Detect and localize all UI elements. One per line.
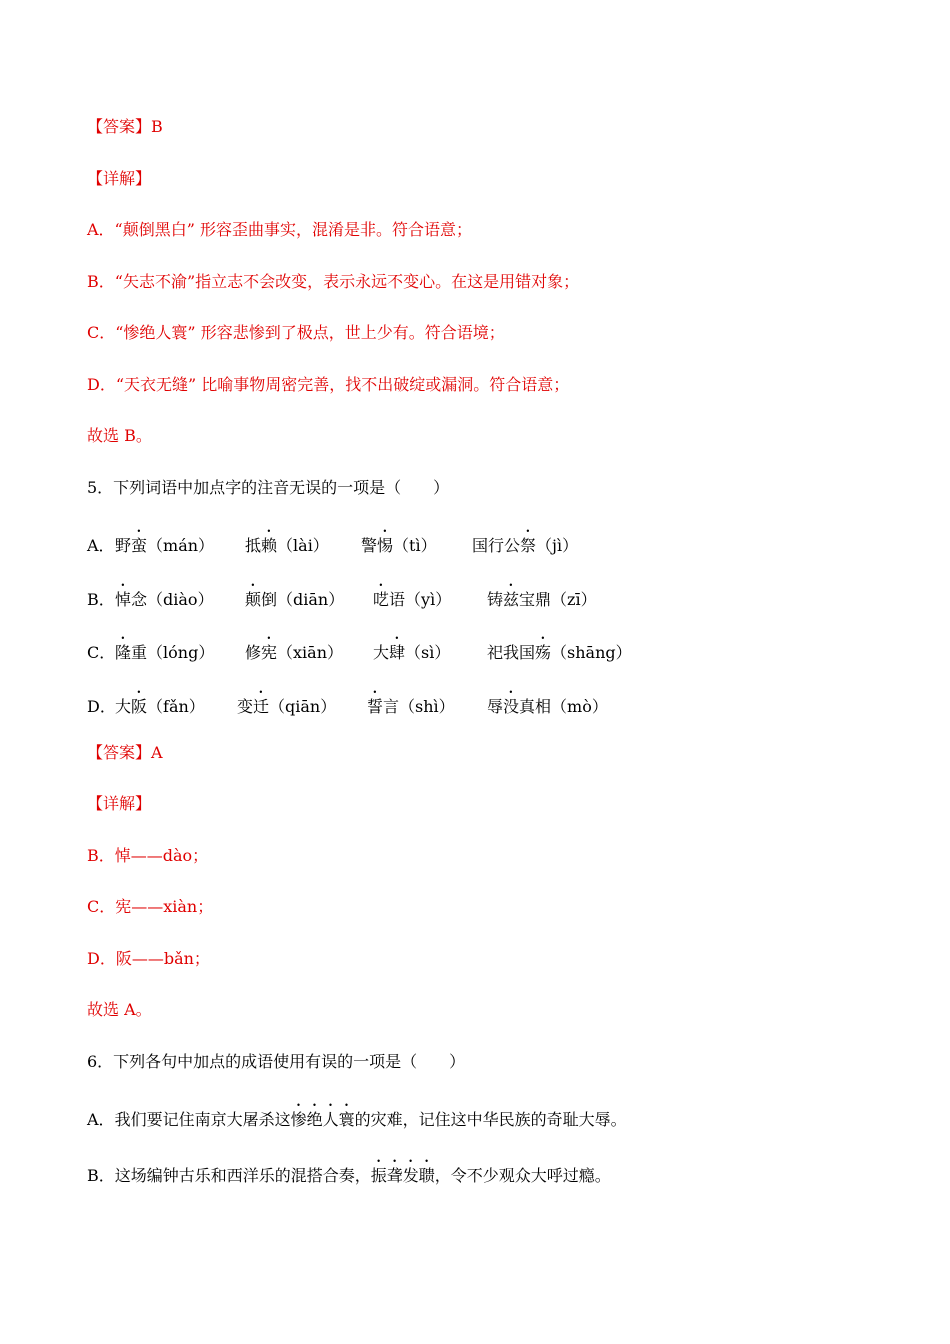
dotted-idiom: 惨绝人寰: [290, 1110, 355, 1129]
option-label: D．: [87, 697, 116, 716]
q6-option-a: [87, 1101, 627, 1132]
q5-conclusion: 故选 A。: [87, 1000, 152, 1019]
option-item: 修宪（xiān）: [245, 643, 344, 662]
option-item: 铸兹宝鼎（zī）: [487, 590, 597, 609]
option-label: B．: [87, 590, 115, 609]
q4-explanation-a: A．“颠倒黑白” 形容歪曲事实，混淆是非。符合语意；: [87, 220, 473, 239]
option-label: A．: [87, 536, 115, 555]
option-text-pre: 我们要记住南京大屠杀这: [114, 1110, 291, 1129]
q4-detail-heading: 【详解】: [87, 169, 152, 188]
q5-explanation-b: B．悼——dào；: [87, 846, 209, 865]
q5-question: 5．下列词语中加点字的注音无误的一项是（ ）: [87, 478, 450, 497]
q4-explanation-d: D．“天衣无缝” 比喻事物周密完善，找不出破绽或漏洞。符合语意；: [87, 375, 570, 394]
q5-option-b: [87, 581, 597, 612]
q5-option-c: [87, 634, 632, 665]
option-item: 悼念（diào）: [115, 590, 214, 609]
option-item: 颠倒（diān）: [245, 590, 345, 609]
option-text-post: 的灾难，记住这中华民族的奇耻大辱。: [354, 1110, 627, 1129]
q4-conclusion: 故选 B。: [87, 426, 152, 445]
q4-answer: 【答案】B: [87, 117, 163, 136]
option-item: 抵赖（lài）: [245, 536, 329, 555]
q5-option-a: [87, 527, 578, 558]
option-label: A．: [87, 1110, 115, 1129]
dotted-idiom: 振聋发聩: [370, 1166, 435, 1185]
q5-detail-heading: 【详解】: [87, 794, 152, 813]
option-item: 祀我国殇（shāng）: [487, 643, 632, 662]
q5-explanation-c: C．宪——xiàn；: [87, 897, 214, 916]
option-item: 辱没真相（mò）: [487, 697, 608, 716]
option-item: 国行公祭（jì）: [472, 536, 579, 555]
q5-answer: 【答案】A: [87, 743, 163, 762]
q4-explanation-b: B．“矢志不渝”指立志不会改变，表示永远不变心。在这是用错对象；: [87, 272, 580, 291]
option-item: 大阪（fǎn）: [115, 697, 205, 716]
option-item: 野蛮（mán）: [115, 536, 215, 555]
q4-explanation-c: C．“惨绝人寰” 形容悲惨到了极点，世上少有。符合语境；: [87, 323, 505, 342]
q6-question: 6．下列各句中加点的成语使用有误的一项是（ ）: [87, 1052, 466, 1071]
option-item: 警惕（tì）: [361, 536, 437, 555]
option-text-post: ，令不少观众大呼过瘾。: [434, 1166, 611, 1185]
q5-option-d: [87, 688, 608, 719]
option-text-pre: 这场编钟古乐和西洋乐的混搭合奏，: [114, 1166, 371, 1185]
option-item: 誓言（shì）: [367, 697, 455, 716]
option-item: 隆重（lóng）: [115, 643, 215, 662]
option-item: 变迁（qiān）: [237, 697, 337, 716]
q6-option-b: [87, 1157, 611, 1188]
q5-explanation-d: D．阪——bǎn；: [87, 949, 210, 968]
option-label: C．: [87, 643, 116, 662]
option-label: B．: [87, 1166, 115, 1185]
option-item: 大肆（sì）: [373, 643, 451, 662]
option-item: 呓语（yì）: [373, 590, 452, 609]
